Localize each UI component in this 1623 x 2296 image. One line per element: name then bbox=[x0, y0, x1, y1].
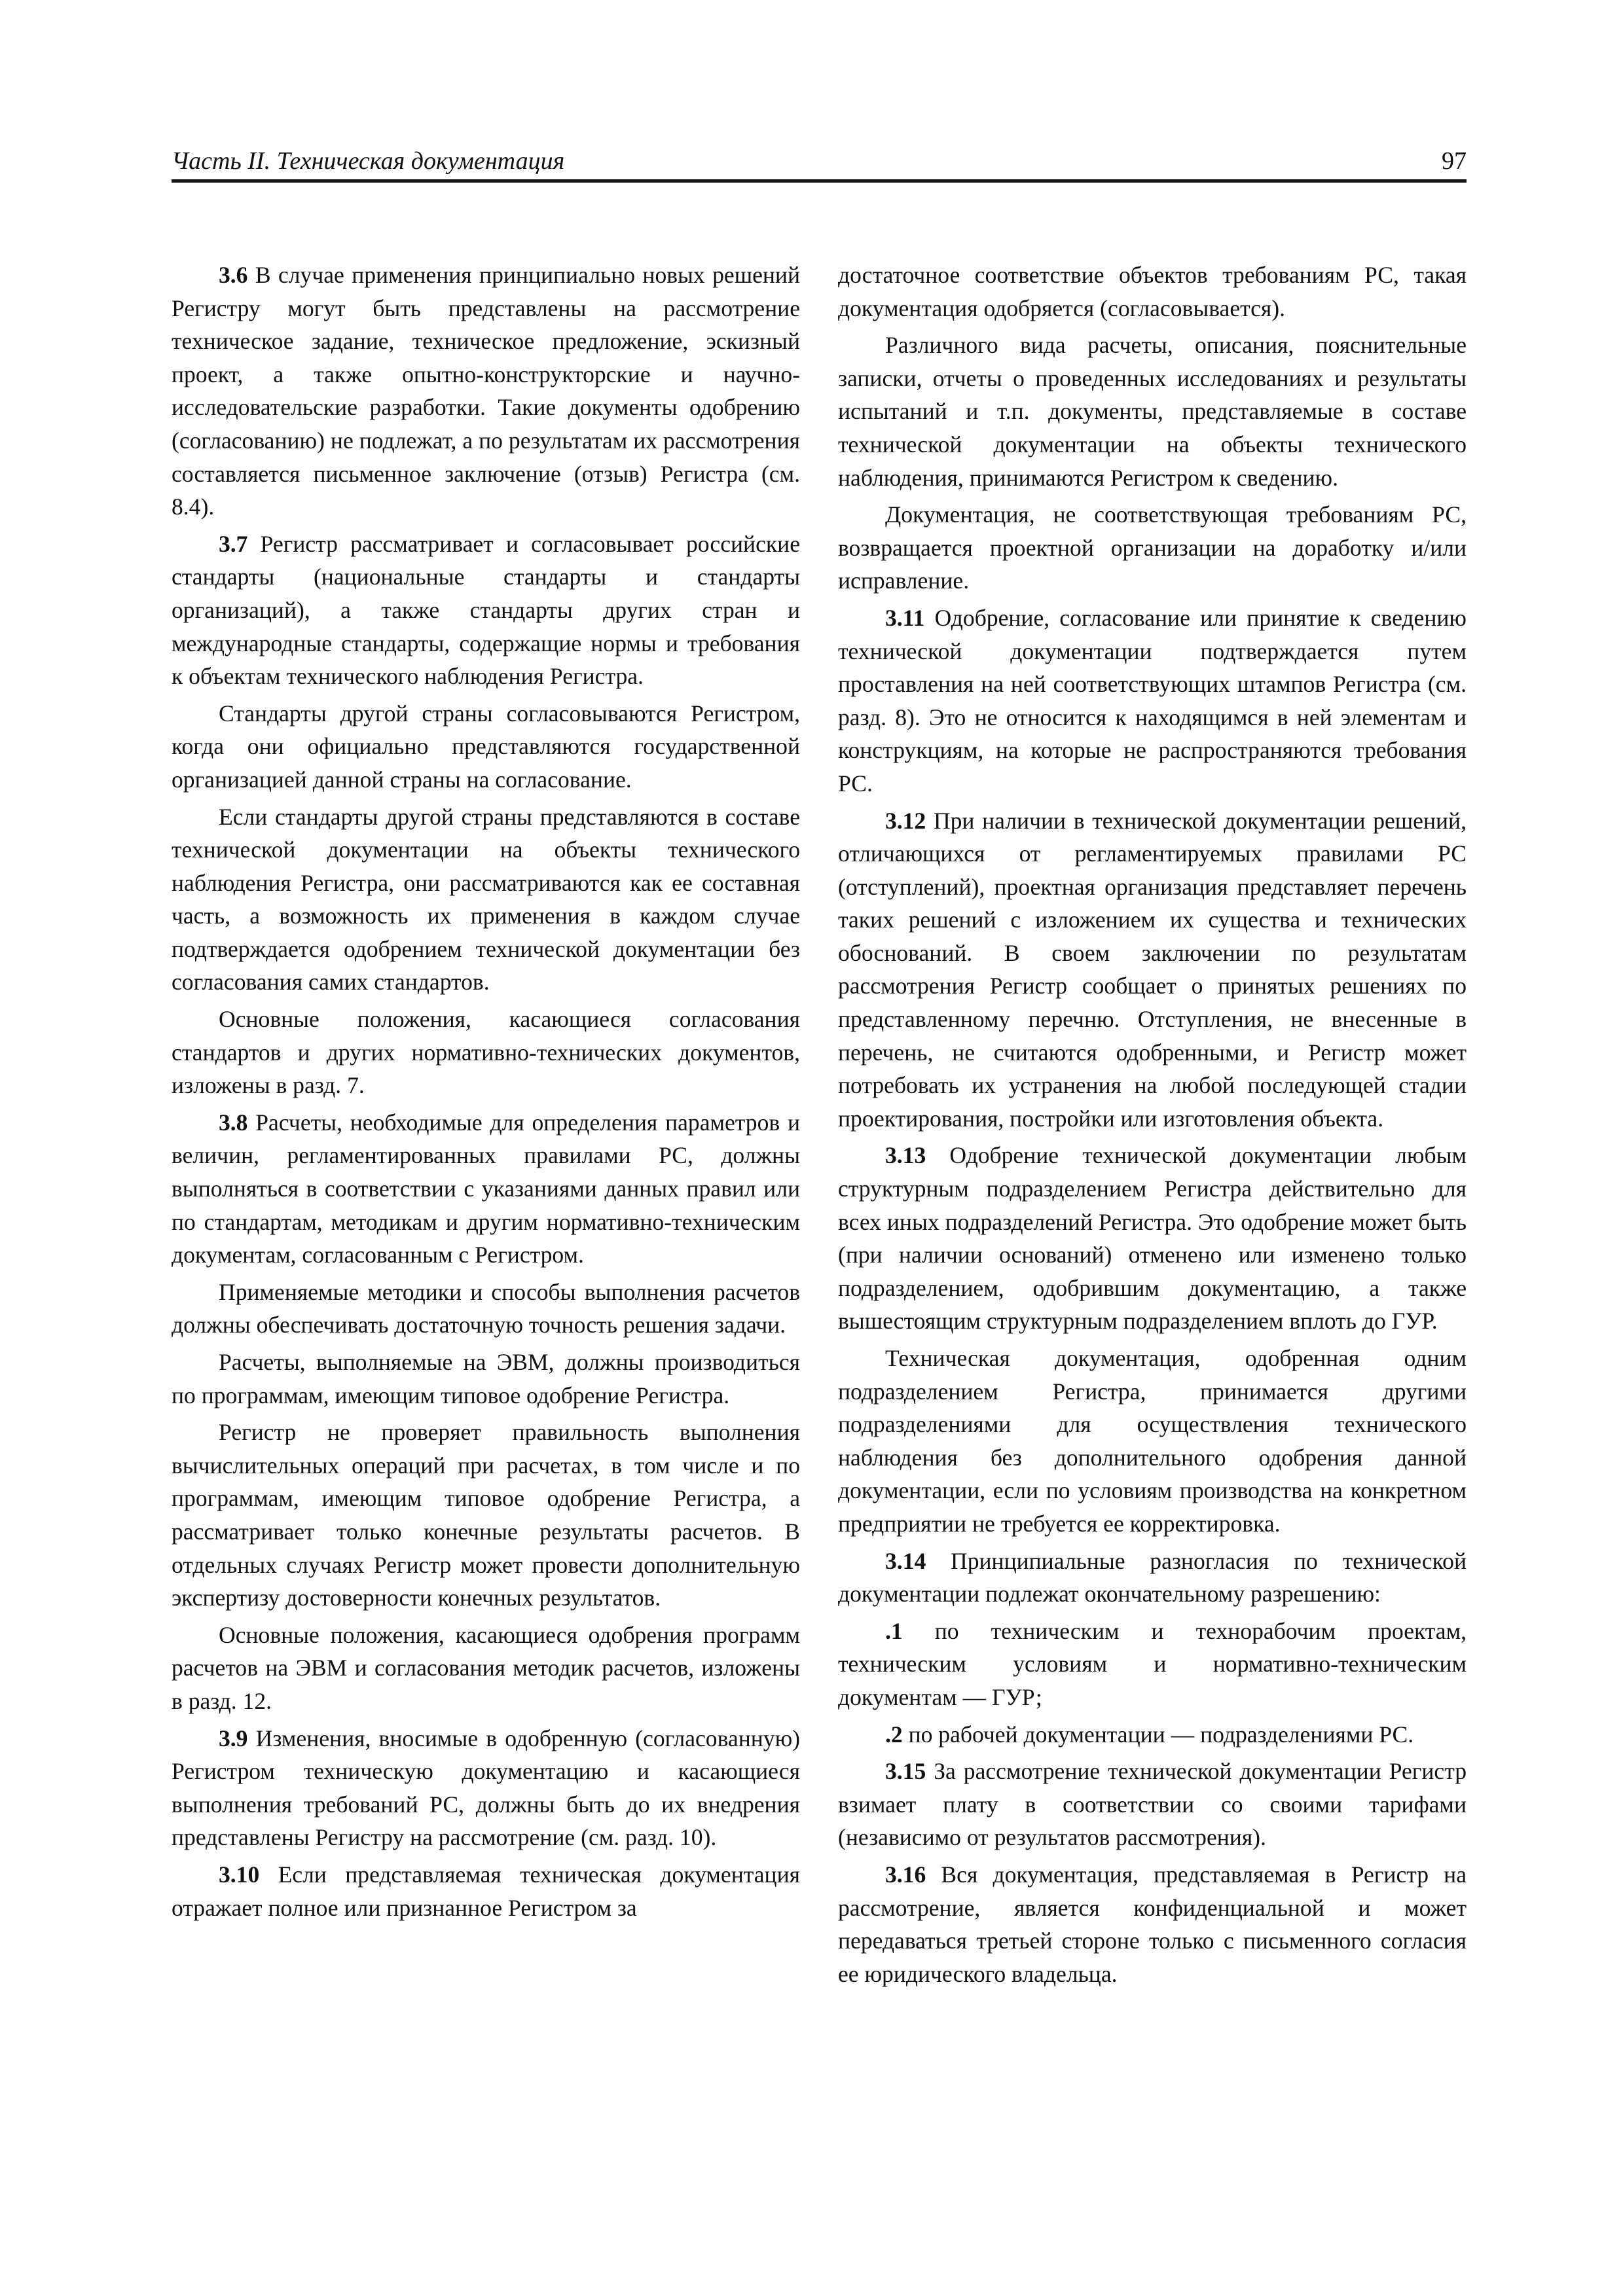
paragraph bbox=[838, 1342, 1467, 1541]
running-header bbox=[172, 140, 1467, 183]
clause-number: 3.12 bbox=[885, 807, 926, 834]
paragraph-text: по техническим и технорабочим проектам, техническим условиям и нормативно-техническим документам — ГУР; bbox=[838, 1617, 1467, 1710]
paragraph bbox=[838, 259, 1467, 325]
paragraph-text: При наличии в технической документации решений, отличающихся от регламентируемых правилами РС (отступлений), проектная организация представляет перечень таких решений с изложением их существа и технических обоснований. В своем заключении по результатам рассмотрения Регистр сообщает о принятых решениях по представленному перечню. Отступления, не внесенные в перечень, не считаются одобренными, и Регистр может потребовать их устранения на любой последующей стадии проектирования, постройки или изготовления объекта. bbox=[838, 807, 1467, 1132]
paragraph bbox=[838, 1755, 1467, 1854]
paragraph bbox=[172, 1619, 800, 1718]
paragraph-text: Расчеты, выполняемые на ЭВМ, должны производиться по программам, имеющим типовое одобрение Регистра. bbox=[172, 1349, 800, 1408]
paragraph bbox=[172, 1416, 800, 1615]
paragraph-text: Одобрение, согласование или принятие к сведению технической документации подтверждается путем проставления на ней соответствующих штампов Регистра (см. разд. 8). Это не относится к находящимся в ней элементам и конструкциям, на которые не распространяются требования РС. bbox=[838, 604, 1467, 797]
paragraph bbox=[172, 1346, 800, 1412]
clause-number: 3.14 bbox=[885, 1547, 926, 1574]
paragraph bbox=[172, 1003, 800, 1102]
paragraph bbox=[838, 1139, 1467, 1338]
clause-number: 3.7 bbox=[219, 530, 248, 557]
paragraph-text: Применяемые методики и способы выполнения расчетов должны обеспечивать достаточную точность решения задачи. bbox=[172, 1278, 800, 1338]
header-title: Часть II. Техническая документация bbox=[172, 147, 565, 175]
clause-number: .1 bbox=[885, 1617, 903, 1644]
paragraph-text: Изменения, вносимые в одобренную (согласованную) Регистром техническую документацию и касающиеся выполнения требований РС, должны быть до их внедрения представлены Регистру на рассмотрение (см. разд. 10). bbox=[172, 1725, 800, 1851]
clause-number: .2 bbox=[885, 1721, 903, 1748]
paragraph-text: Расчеты, необходимые для определения параметров и величин, регламентированных правилами РС, должны выполняться в соответствии с указаниями данных правил или по стандартам, методикам и другим нормативно-техническим документам, согласованным с Регистром. bbox=[172, 1109, 800, 1268]
paragraph-text: Различного вида расчеты, описания, пояснительные записки, отчеты о проведенных исследованиях и результаты испытаний и т.п. документы, представляемые в составе технической документации на объекты технического наблюдения, принимаются Регистром к сведению. bbox=[838, 332, 1467, 491]
paragraph bbox=[838, 1615, 1467, 1714]
paragraph-text: Регистр рассматривает и согласовывает российские стандарты (национальные стандарты и стандарты организаций), а также стандарты других стран и международные стандарты, содержащие нормы и требования к объектам технического наблюдения Регистра. bbox=[172, 530, 800, 690]
paragraph-text: по рабочей документации — подразделениями РС. bbox=[902, 1721, 1414, 1748]
paragraph bbox=[838, 329, 1467, 494]
clause-number: 3.15 bbox=[885, 1758, 926, 1785]
paragraph-text: Основные положения, касающиеся согласования стандартов и других нормативно-технических документов, изложены в разд. 7. bbox=[172, 1006, 800, 1099]
paragraph-text: Документация, не соответствующая требованиям РС, возвращается проектной организации на доработку и/или исправление. bbox=[838, 501, 1467, 594]
paragraph bbox=[172, 800, 800, 999]
clause-number: 3.9 bbox=[219, 1725, 248, 1751]
paragraph-text: Одобрение технической документации любым структурным подразделением Регистра действительно для всех иных подразделений Регистра. Это одобрение может быть (при наличии оснований) отменено или изменено только подразделением, одобрившим документацию, а также вышестоящим структурным подразделением вплоть до ГУР. bbox=[838, 1142, 1467, 1335]
paragraph bbox=[838, 1858, 1467, 1990]
paragraph-text: Стандарты другой страны согласовываются Регистром, когда они официально представляются государственной организацией данной страны на согласование. bbox=[172, 700, 800, 793]
paragraph-text: Вся документация, представляемая в Регистр на рассмотрение, является конфиденциальной и может передаваться третьей стороне только с письменного согласия ее юридического владельца. bbox=[838, 1861, 1467, 1987]
paragraph-text: За рассмотрение технической документации Регистр взимает плату в соответствии со своими тарифами (независимо от результатов рассмотрения). bbox=[838, 1758, 1467, 1851]
paragraph bbox=[838, 1545, 1467, 1611]
paragraph bbox=[172, 1106, 800, 1272]
paragraph bbox=[172, 1722, 800, 1854]
clause-number: 3.6 bbox=[219, 262, 248, 288]
paragraph bbox=[172, 528, 800, 693]
paragraph bbox=[838, 601, 1467, 800]
paragraph-text: Если представляемая техническая документация отражает полное или признанное Регистром за bbox=[172, 1861, 800, 1921]
right-column bbox=[838, 259, 1467, 1994]
clause-number: 3.8 bbox=[219, 1109, 248, 1136]
paragraph bbox=[172, 259, 800, 524]
paragraph-text: Техническая документация, одобренная одним подразделением Регистра, принимается другими подразделениями для осуществления технического наблюдения без дополнительного одобрения данной документации, если по условиям производства на конкретном предприятии не требуется ее корректировка. bbox=[838, 1345, 1467, 1537]
page-number: 97 bbox=[1442, 147, 1467, 175]
clause-number: 3.16 bbox=[885, 1861, 926, 1888]
paragraph bbox=[172, 697, 800, 797]
paragraph bbox=[172, 1276, 800, 1342]
clause-number: 3.10 bbox=[219, 1861, 260, 1888]
paragraph bbox=[838, 498, 1467, 598]
paragraph-text: Основные положения, касающиеся одобрения программ расчетов на ЭВМ и согласования методик расчетов, изложены в разд. 12. bbox=[172, 1621, 800, 1714]
paragraph bbox=[838, 804, 1467, 1136]
paragraph-text: Регистр не проверяет правильность выполнения вычислительных операций при расчетах, в том числе и по программам, имеющим типовое одобрение Регистра, а рассматривает только конечные результаты расчетов. В отдельных случаях Регистр может провести дополнительную экспертизу достоверности конечных результатов. bbox=[172, 1419, 800, 1611]
clause-number: 3.13 bbox=[885, 1142, 926, 1169]
paragraph bbox=[172, 1858, 800, 1924]
paragraph-text: В случае применения принципиально новых решений Регистру могут быть представлены на рассмотрение техническое задание, техническое предложение, эскизный проект, а также опытно-конструкторские и научно-исследовательские разработки. Такие документы одобрению (согласованию) не подлежат, а по результатам их рассмотрения составляется письменное заключение (отзыв) Регистра (см. 8.4). bbox=[172, 262, 800, 520]
paragraph-text: Если стандарты другой страны представляются в составе технической документации на объекты технического наблюдения Регистра, они рассматриваются как ее составная часть, а возможность их применения в каждом случае подтверждается одобрением технической документации без согласования самих стандартов. bbox=[172, 803, 800, 996]
paragraph-text: достаточное соответствие объектов требованиям РС, такая документация одобряется (согласовывается). bbox=[838, 262, 1467, 321]
clause-number: 3.11 bbox=[885, 604, 925, 631]
paragraph-text: Принципиальные разногласия по технической документации подлежат окончательному разрешению: bbox=[838, 1547, 1467, 1607]
paragraph bbox=[838, 1718, 1467, 1751]
left-column bbox=[172, 259, 800, 1928]
